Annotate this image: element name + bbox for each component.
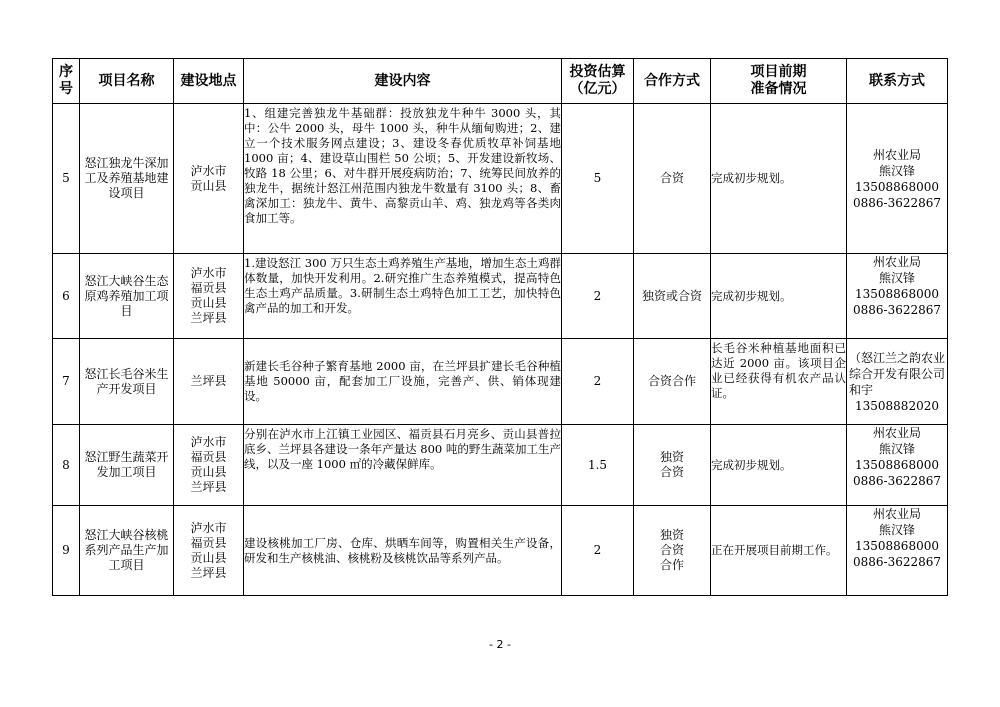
row-location: 泸水市 福贡县 贡山县 兰坪县 (174, 506, 244, 596)
row-location: 兰坪县 (174, 339, 244, 425)
row-name: 怒江大峡谷生态原鸡养殖加工项目 (80, 254, 174, 339)
row-investment: 2 (562, 506, 634, 596)
row-contact: 州农业局 熊汉锋 13508868000 0886-3622867 (847, 425, 948, 506)
row-contact: 州农业局 熊汉锋 13508868000 0886-3622867 (847, 104, 948, 254)
row-seq: 7 (53, 339, 80, 425)
header-name: 项目名称 (80, 59, 174, 104)
row-cooperation: 独资或合资 (634, 254, 711, 339)
row-content: 建设核桃加工厂房、仓库、烘晒车间等，购置相关生产设备，研发和生产核桃油、核桃粉及核桃饮品等系列产品。 (244, 506, 562, 596)
row-prep: 完成初步规划。 (711, 254, 847, 339)
row-content: 1.建设怒江 300 万只生态土鸡养殖生产基地，增加生态土鸡群体数量，加快开发利用。2.研究推广生态养殖模式，提高特色生态土鸡产品质量。3.研制生态土鸡特色加工工艺，加快特色禽产品的加工和开发。 (244, 254, 562, 339)
row-prep: 长毛谷米种植基地面积已达近 2000 亩。该项目企业已经获得有机农产品认证。 (711, 339, 847, 425)
page-number: - 2 - (489, 638, 511, 651)
row-contact: 州农业局 熊汉锋 13508868000 0886-3622867 (847, 506, 948, 596)
row-prep: 完成初步规划。 (711, 425, 847, 506)
row-cooperation: 合资合作 (634, 339, 711, 425)
row-seq: 9 (53, 506, 80, 596)
row-investment: 1.5 (562, 425, 634, 506)
row-seq: 6 (53, 254, 80, 339)
project-table (52, 58, 970, 596)
row-investment: 2 (562, 254, 634, 339)
row-seq: 8 (53, 425, 80, 506)
table-row (53, 104, 948, 254)
header-seq: 序 号 (53, 59, 80, 104)
row-contact: 州农业局 熊汉锋 13508868000 0886-3622867 (847, 254, 948, 339)
row-prep: 正在开展项目前期工作。 (711, 506, 847, 596)
row-seq: 5 (53, 104, 80, 254)
header-content: 建设内容 (244, 59, 562, 104)
header-location: 建设地点 (174, 59, 244, 104)
table-row (53, 254, 948, 339)
row-name: 怒江大峡谷核桃系列产品生产加工项目 (80, 506, 174, 596)
row-prep: 完成初步规划。 (711, 104, 847, 254)
row-content: 分别在泸水市上江镇工业园区、福贡县石月亮乡、贡山县普拉底乡、兰坪县各建设一条年产量达 800 吨的野生蔬菜加工生产线，以及一座 1000 ㎡的冷藏保鲜库。 (244, 425, 562, 506)
row-investment: 5 (562, 104, 634, 254)
table-row (53, 506, 948, 596)
row-name: 怒江野生蔬菜开发加工项目 (80, 425, 174, 506)
row-content: 新建长毛谷种子繁育基地 2000 亩，在兰坪县扩建长毛谷种植基地 50000 亩，配套加工厂设施，完善产、供、销体现建设。 (244, 339, 562, 425)
row-cooperation: 独资 合资 (634, 425, 711, 506)
table-row (53, 339, 948, 425)
row-location: 泸水市 福贡县 贡山县 兰坪县 (174, 425, 244, 506)
row-investment: 2 (562, 339, 634, 425)
row-contact: （怒江兰之韵农业综合开发有限公司 和宇 13508882020 (847, 339, 948, 425)
header-investment: 投资估算 （亿元） (562, 59, 634, 104)
row-name: 怒江长毛谷米生产开发项目 (80, 339, 174, 425)
header-prep: 项目前期 准备情况 (711, 59, 847, 104)
table-row (53, 425, 948, 506)
header-contact: 联系方式 (847, 59, 948, 104)
header-cooperation: 合作方式 (634, 59, 711, 104)
row-location: 泸水市 贡山县 (174, 104, 244, 254)
row-cooperation: 合资 (634, 104, 711, 254)
row-cooperation: 独资 合资 合作 (634, 506, 711, 596)
row-location: 泸水市 福贡县 贡山县 兰坪县 (174, 254, 244, 339)
row-content: 1、组建完善独龙牛基础群：投放独龙牛种牛 3000 头，其中：公牛 2000 头，母牛 1000 头，种牛从缅甸购进；2、建立一个技术服务网点建设；3、建设冬春优质牧草补饲基地 1000 亩；4、建设草山围栏 50 公顷；5、开发建设新牧场、牧路 18 公里；6、对牛群开展疫病防治；7、统筹民间放养的独龙牛，据统计怒江州范围内独龙牛数量有 3100 头；8、畜禽深加工：独龙牛、黄牛、高黎贡山羊、鸡、独龙鸡等各类肉食加工等。 (244, 104, 562, 254)
header-row (53, 59, 948, 104)
row-name: 怒江独龙牛深加工及养殖基地建设项目 (80, 104, 174, 254)
